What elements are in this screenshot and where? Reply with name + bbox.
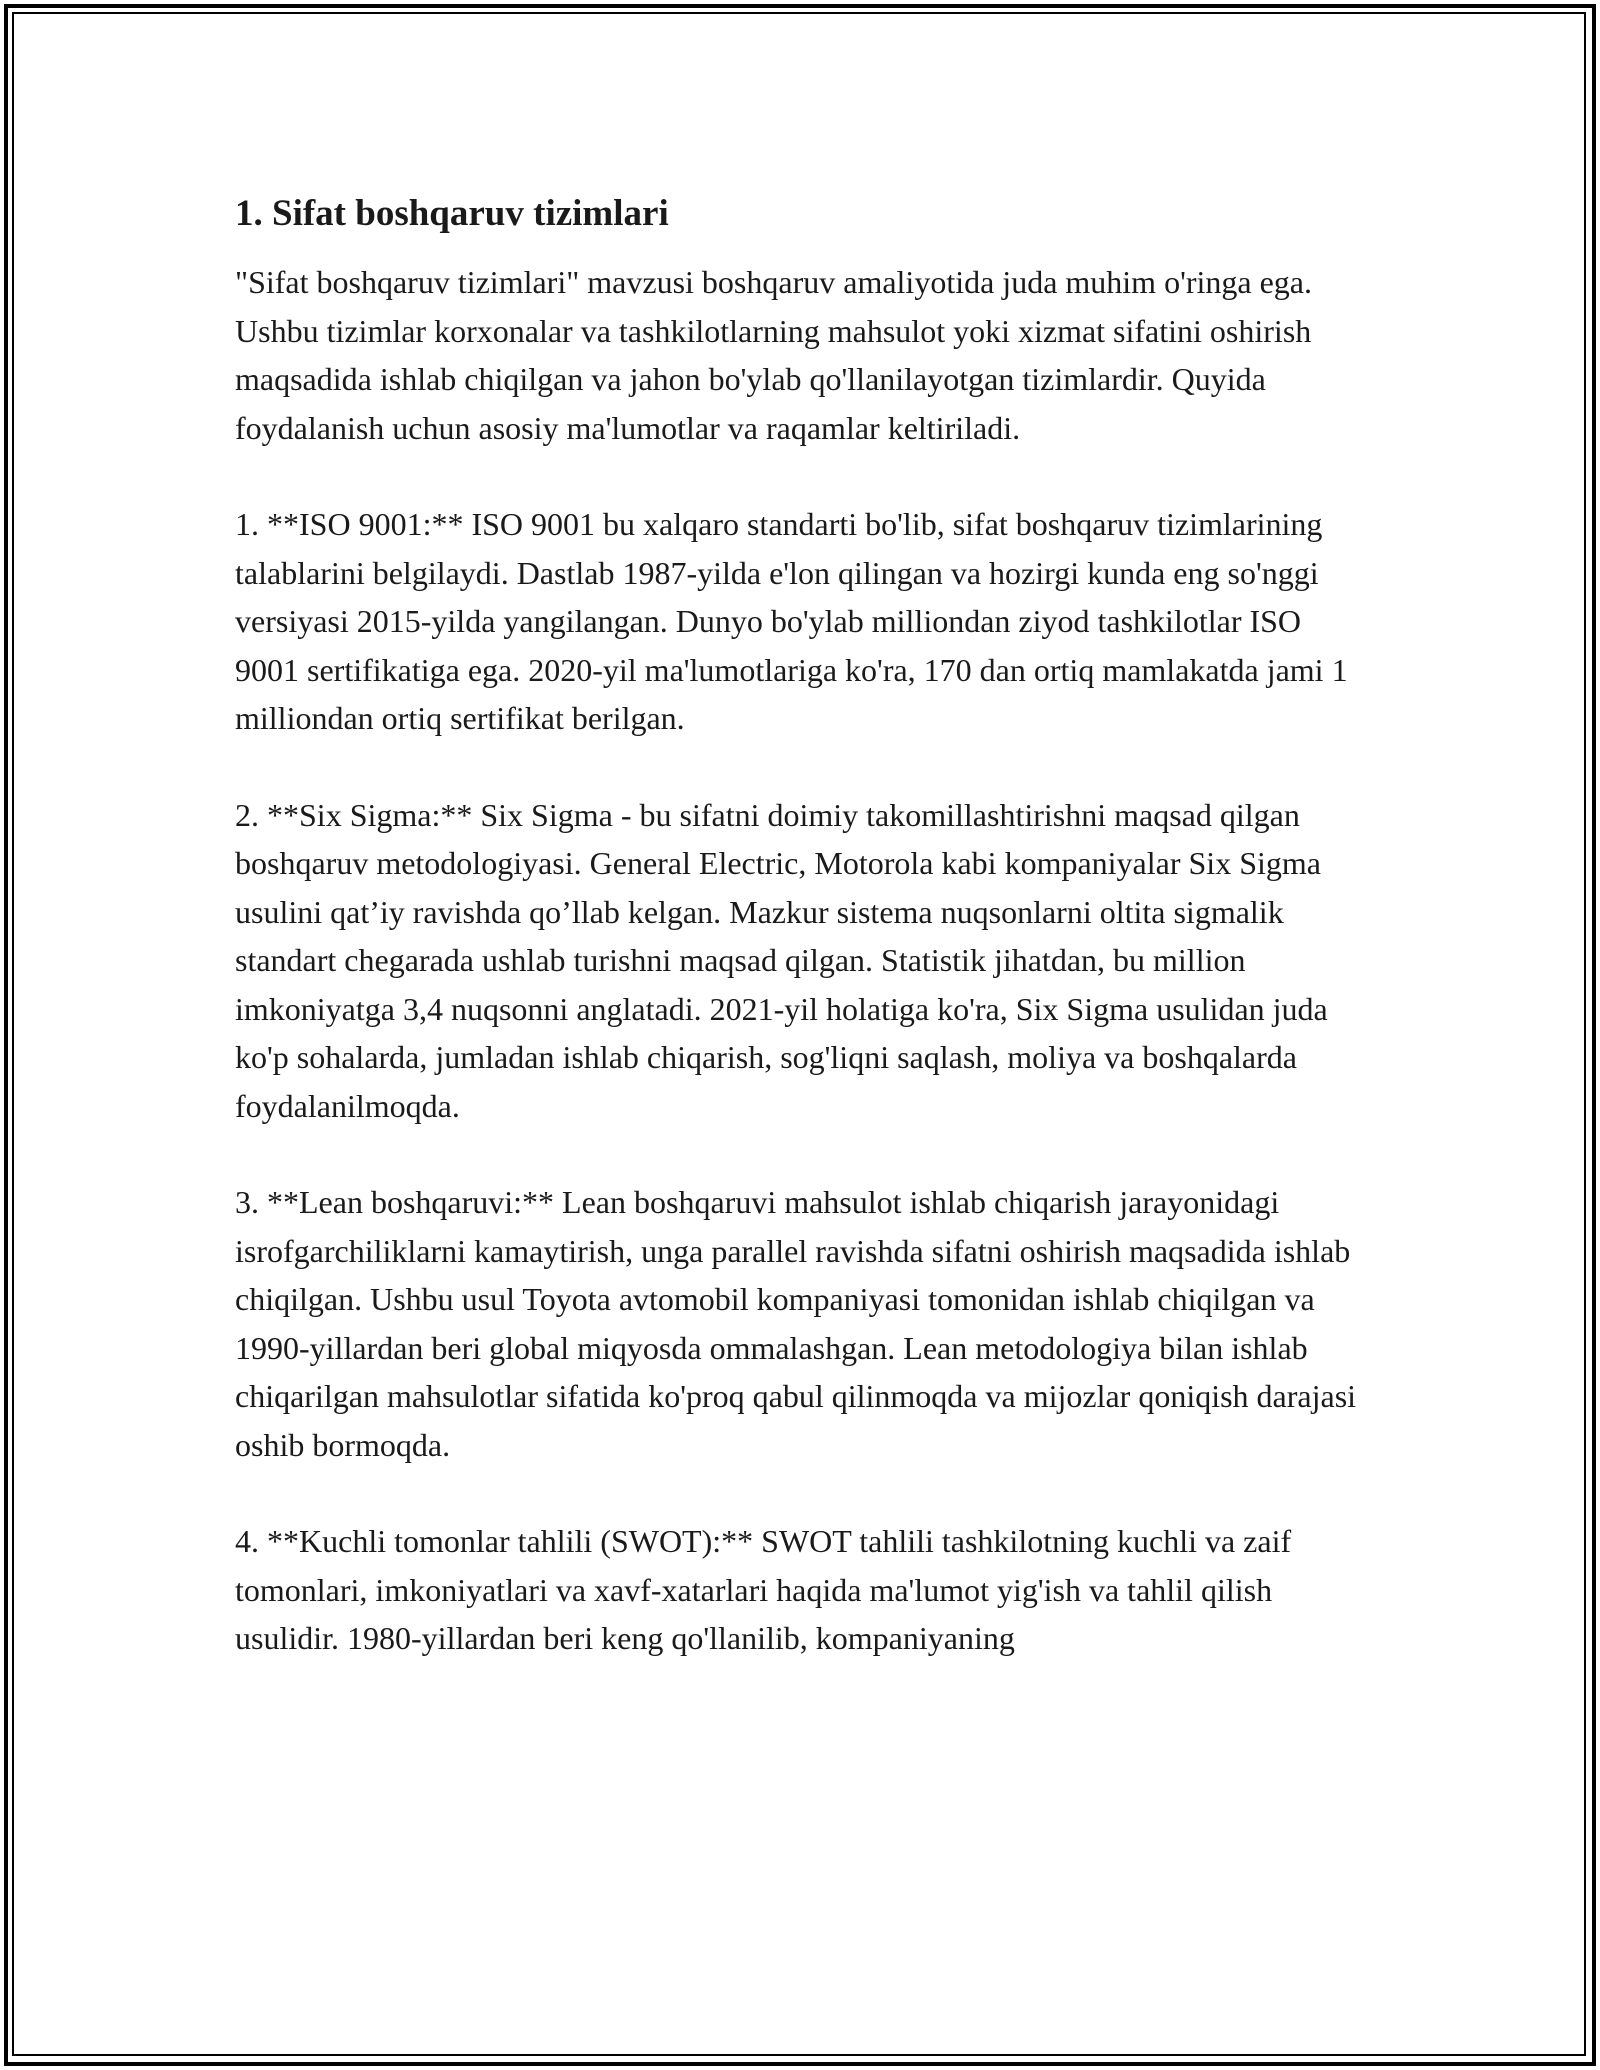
document-body	[235, 190, 1365, 1711]
lean-paragraph: 3. **Lean boshqaruvi:** Lean boshqaruvi mahsulot ishlab chiqarish jarayonidagi isrofgarchiliklarni kamaytirish, unga parallel ravishda sifatni oshirish maqsadida ishlab chiqilgan. Ushbu usul Toyota avtomobil kompaniyasi tomonidan ishlab chiqilgan va 1990-yillardan beri global miqyosda ommalashgan. Lean metodologiya bilan ishlab chiqarilgan mahsulotlar sifatida ko'proq qabul qilinmoqda va mijozlar qoniqish darajasi oshib bormoqda.	[235, 1184, 1357, 1463]
document-title: 1. Sifat boshqaruv tizimlari	[235, 193, 669, 234]
swot-paragraph: 4. **Kuchli tomonlar tahlili (SWOT):** SWOT tahlili tashkilotning kuchli va zaif tomonlari, imkoniyatlari va xavf-xatarlari haqida ma'lumot yig'ish va tahlil qilish usulidir. 1980-yillardan beri keng qo'llanilib, kompaniyaning	[235, 1523, 1292, 1656]
iso-9001-paragraph: 1. **ISO 9001:** ISO 9001 bu xalqaro standarti bo'lib, sifat boshqaruv tizimlarining talablarini belgilaydi. Dastlab 1987-yilda e'lon qilingan va hozirgi kunda eng so'nggi versiyasi 2015-yilda yangilangan. Dunyo bo'ylab milliondan ziyod tashkilotlar ISO 9001 sertifikatiga ega. 2020-yil ma'lumotlariga ko'ra, 170 dan ortiq mamlakatda jami 1 milliondan ortiq sertifikat berilgan.	[235, 506, 1348, 736]
intro-paragraph: "Sifat boshqaruv tizimlari" mavzusi boshqaruv amaliyotida juda muhim o'ringa ega. Ushbu tizimlar korxonalar va tashkilotlarning mahsulot yoki xizmat sifatini oshirish maqsadida ishlab chiqilgan va jahon bo'ylab qo'llanilayotgan tizimlardir. Quyida foydalanish uchun asosiy ma'lumotlar va raqamlar keltiriladi.	[235, 264, 1312, 446]
six-sigma-paragraph: 2. **Six Sigma:** Six Sigma - bu sifatni doimiy takomillashtirishni maqsad qilgan boshqaruv metodologiyasi. General Electric, Motorola kabi kompaniyalar Six Sigma usulini qat’iy ravishda qo’llab kelgan. Mazkur sistema nuqsonlarni oltita sigmalik standart chegarada ushlab turishni maqsad qilgan. Statistik jihatdan, bu million imkoniyatga 3,4 nuqsonni anglatadi. 2021-yil holatiga ko'ra, Six Sigma usulidan juda ko'p sohalarda, jumladan ishlab chiqarish, sog'liqni saqlash, moliya va boshqalarda foydalanilmoqda.	[235, 796, 1328, 1124]
